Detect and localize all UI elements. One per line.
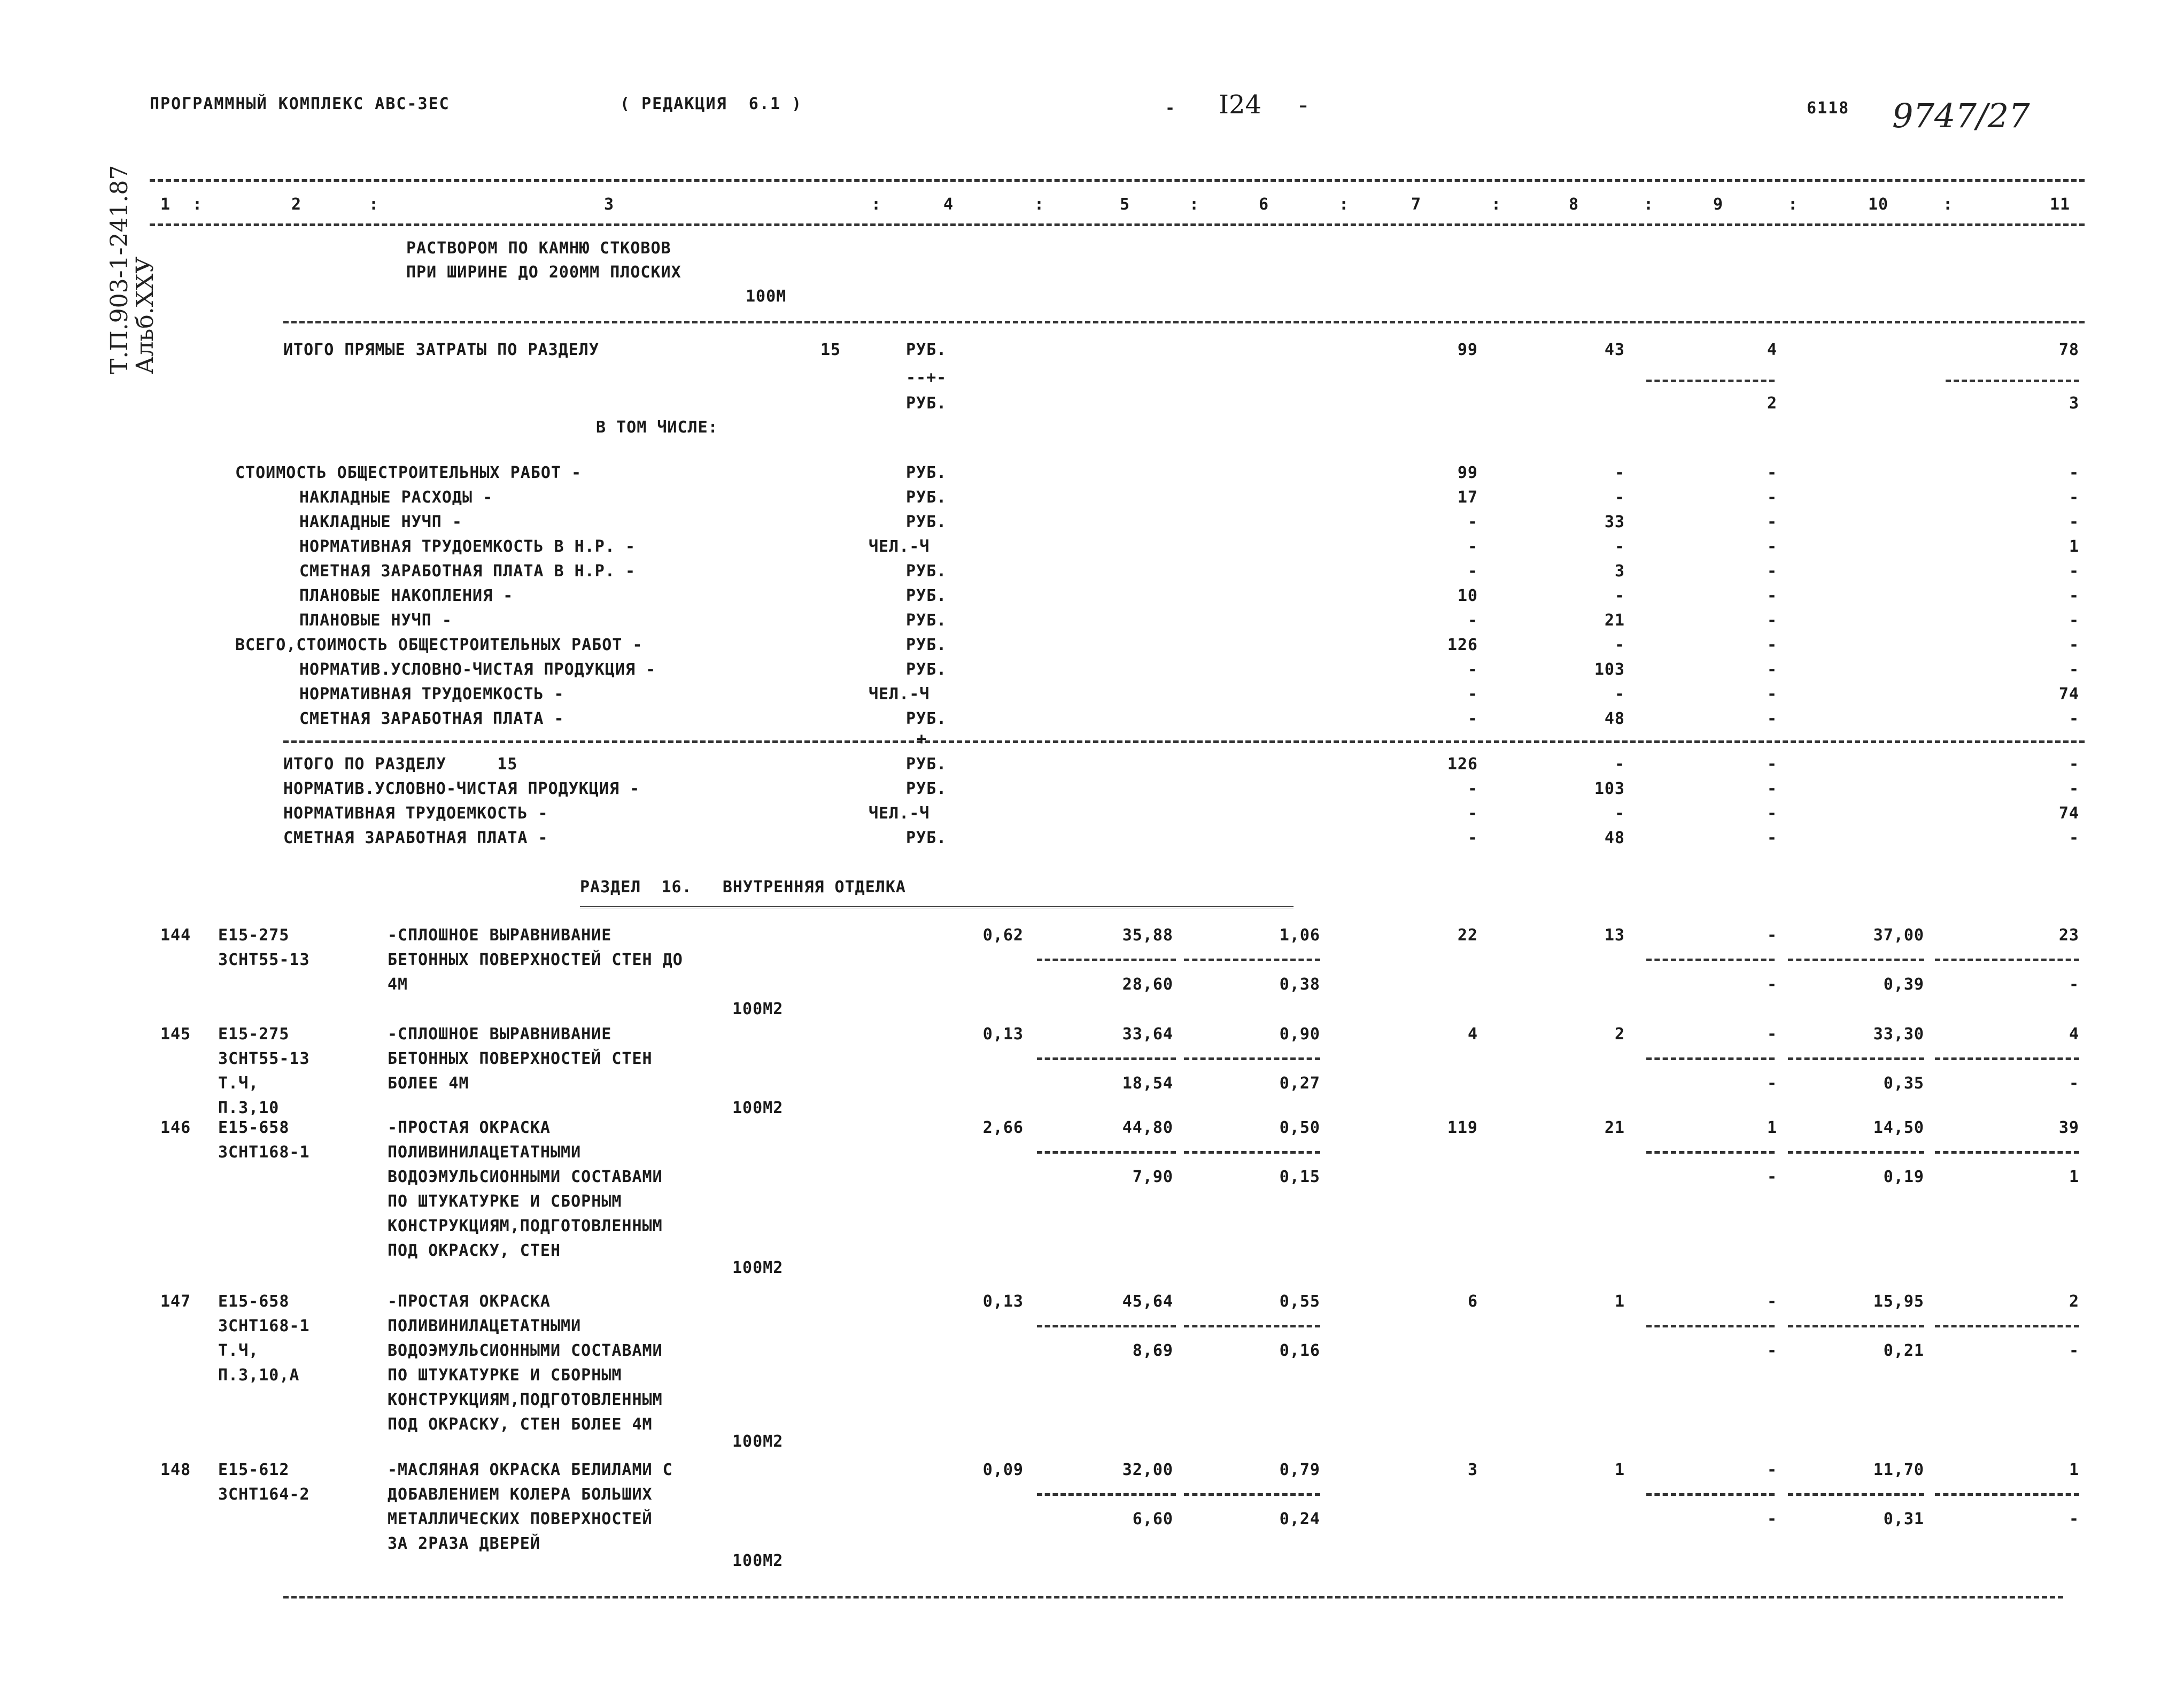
summary-row-c11: -	[2069, 611, 2079, 630]
item-description: ПОЛИВИНИЛАЦЕТАТНЫМИ	[388, 1143, 582, 1162]
column-number: :	[1644, 195, 1654, 214]
summary-row-c9: -	[1767, 636, 1777, 654]
item-c10b: 0,21	[1883, 1341, 1924, 1360]
column-number: 1	[160, 195, 171, 214]
summary-row-c8: -	[1614, 537, 1625, 556]
summary-row-c7: -	[1467, 611, 1478, 630]
summary-row-c11: -	[2069, 636, 2079, 654]
summary-row-c9: -	[1767, 660, 1777, 679]
item-c5b: 8,69	[1132, 1341, 1173, 1360]
item-code: ЗСНТ168-1	[218, 1143, 310, 1162]
summary-row-c7: -	[1467, 685, 1478, 704]
item-unit: 100М2	[732, 1099, 784, 1117]
item-description: БОЛЕЕ 4М	[388, 1074, 469, 1093]
direct-costs-c8: 43	[1604, 341, 1625, 359]
summary-row-unit: РУБ.	[906, 488, 947, 507]
summary-row-c11: -	[2069, 464, 2079, 482]
summary-row-c9: -	[1767, 513, 1777, 531]
direct-costs-section: 15	[820, 341, 841, 359]
section-total-c9: -	[1767, 804, 1777, 823]
item-c5: 32,00	[1122, 1461, 1173, 1479]
summary-row-label: ПЛАНОВЫЕ НУЧП -	[299, 611, 452, 630]
summary-row-label: НАКЛАДНЫЕ НУЧП -	[299, 513, 462, 531]
item-c10: 11,70	[1873, 1461, 1924, 1479]
section-total-c7: 126	[1447, 755, 1478, 774]
direct-costs-unit2: РУБ.	[906, 394, 947, 413]
item-description: КОНСТРУКЦИЯМ,ПОДГОТОВЛЕННЫМ	[388, 1391, 663, 1409]
column-number: 8	[1569, 195, 1579, 214]
summary-row-unit: РУБ.	[906, 709, 947, 728]
item-description: ЗА 2РАЗА ДВЕРЕЙ	[388, 1534, 540, 1553]
section-total-unit: ЧЕЛ.-Ч	[869, 804, 930, 823]
item-dash-c11	[1935, 1151, 2079, 1154]
item-code: ЗСНТ55-13	[218, 1049, 310, 1068]
item-code: Е15-275	[218, 1025, 290, 1044]
column-number: :	[1491, 195, 1502, 214]
item-code: Е15-275	[218, 926, 290, 945]
summary-row-c8: -	[1614, 488, 1625, 507]
item-c8: 2	[1614, 1025, 1625, 1044]
item-c9b: -	[1767, 1168, 1777, 1186]
dash-c9	[1646, 380, 1775, 382]
item-c9b: -	[1767, 1341, 1777, 1360]
item-c10b: 0,35	[1883, 1074, 1924, 1093]
item-description: -ПРОСТАЯ ОКРАСКА	[388, 1292, 551, 1311]
summary-row-c9: -	[1767, 611, 1777, 630]
summary-row-unit: РУБ.	[906, 513, 947, 531]
item-dash-c10	[1788, 959, 1924, 961]
item-c5: 44,80	[1122, 1118, 1173, 1137]
item-c6: 0,90	[1279, 1025, 1320, 1044]
item-c9b: -	[1767, 975, 1777, 994]
summary-row-c7: -	[1467, 537, 1478, 556]
section-total-unit: РУБ.	[906, 779, 947, 798]
item-dash-c11	[1935, 1325, 2079, 1327]
section-total-unit: РУБ.	[906, 829, 947, 847]
section-total-c9: -	[1767, 755, 1777, 774]
summary-row-c11: -	[2069, 562, 2079, 581]
item-c5: 45,64	[1122, 1292, 1173, 1311]
section-total-unit: РУБ.	[906, 755, 947, 774]
summary-row-c9: -	[1767, 562, 1777, 581]
dash-c11	[1946, 380, 2079, 382]
item-c6: 0,50	[1279, 1118, 1320, 1137]
header-rule-top	[150, 179, 2085, 182]
item-dash-c5	[1037, 1151, 1176, 1154]
item-dash-c9	[1646, 1151, 1775, 1154]
item-c10: 15,95	[1873, 1292, 1924, 1311]
item-c8: 1	[1614, 1461, 1625, 1479]
item-description: ВОДОЭМУЛЬСИОННЫМИ СОСТАВАМИ	[388, 1168, 663, 1186]
summary-row-label: НОРМАТИВ.УСЛОВНО-ЧИСТАЯ ПРОДУКЦИЯ -	[299, 660, 656, 679]
item-dash-c6	[1184, 1151, 1320, 1154]
summary-row-c11: -	[2069, 709, 2079, 728]
item-c5b: 7,90	[1132, 1168, 1173, 1186]
direct-costs-c9: 4	[1767, 341, 1777, 359]
item-dash-c10	[1788, 1325, 1924, 1327]
column-number: 7	[1411, 195, 1422, 214]
item-code: ЗСНТ168-1	[218, 1317, 310, 1335]
summary-row-c8: 21	[1604, 611, 1625, 630]
summary-row-c9: -	[1767, 464, 1777, 482]
item-c5b: 18,54	[1122, 1074, 1173, 1093]
item-c10: 14,50	[1873, 1118, 1924, 1137]
summary-row-c7: -	[1467, 562, 1478, 581]
summary-row-c11: -	[2069, 488, 2079, 507]
item-c9: 1	[1767, 1118, 1777, 1137]
edition-label: ( РЕДАКЦИЯ 6.1 )	[620, 95, 803, 113]
summary-row-c11: -	[2069, 513, 2079, 531]
direct-costs-c11: 78	[2058, 341, 2079, 359]
summary-row-c11: -	[2069, 660, 2079, 679]
section-total-c11: -	[2069, 779, 2079, 798]
section-total-label: НОРМАТИВ.УСЛОВНО-ЧИСТАЯ ПРОДУКЦИЯ -	[283, 779, 640, 798]
summary-row-c9: -	[1767, 685, 1777, 704]
item-c7: 6	[1467, 1292, 1478, 1311]
column-number: 9	[1713, 195, 1724, 214]
section-total-label: СМЕТНАЯ ЗАРАБОТНАЯ ПЛАТА -	[283, 829, 548, 847]
item-code: Т.Ч,	[218, 1341, 259, 1360]
item-number: 146	[160, 1118, 191, 1137]
item-code: ЗСНТ164-2	[218, 1485, 310, 1504]
column-number: 5	[1120, 195, 1130, 214]
item-unit: 100М2	[732, 1551, 784, 1570]
item-c6: 0,55	[1279, 1292, 1320, 1311]
direct-costs-c11b: 3	[2069, 394, 2079, 413]
item-number: 144	[160, 926, 191, 945]
item-number: 145	[160, 1025, 191, 1044]
section-total-sep: +	[917, 730, 927, 748]
column-number: :	[192, 195, 203, 214]
side-label-line2: Альб.XXУ	[131, 256, 159, 374]
item-dash-c9	[1646, 1325, 1775, 1327]
item-description: ПОД ОКРАСКУ, СТЕН	[388, 1241, 561, 1260]
sheet-code: 6118	[1807, 99, 1850, 118]
section-total-c7: -	[1467, 829, 1478, 847]
item-description: 4М	[388, 975, 408, 994]
item-description: ПОЛИВИНИЛАЦЕТАТНЫМИ	[388, 1317, 582, 1335]
summary-row-c9: -	[1767, 709, 1777, 728]
section-total-c8: 103	[1594, 779, 1625, 798]
item-c5b: 28,60	[1122, 975, 1173, 994]
item-c9: -	[1767, 1025, 1777, 1044]
column-number: 11	[2050, 195, 2071, 214]
side-label	[107, 165, 158, 374]
summary-row-c8: -	[1614, 636, 1625, 654]
section-total-c7: -	[1467, 804, 1478, 823]
item-c10b: 0,39	[1883, 975, 1924, 994]
item-dash-c10	[1788, 1151, 1924, 1154]
direct-costs-sep: --+-	[906, 368, 947, 387]
summary-row-c7: 17	[1457, 488, 1478, 507]
summary-row-c11: 1	[2069, 537, 2079, 556]
item-description: -СПЛОШНОЕ ВЫРАВНИВАНИЕ	[388, 1025, 612, 1044]
section-total-c7: -	[1467, 779, 1478, 798]
rule-bottom	[283, 1596, 2063, 1598]
item-dash-c10	[1788, 1493, 1924, 1496]
section-total-label: ИТОГО ПО РАЗДЕЛУ 15	[283, 755, 518, 774]
continuation-unit: 100М	[746, 287, 787, 306]
summary-row-unit: РУБ.	[906, 611, 947, 630]
item-c10: 33,30	[1873, 1025, 1924, 1044]
item-c5: 35,88	[1122, 926, 1173, 945]
page-number: I24	[1219, 90, 1262, 120]
summary-row-label: ПЛАНОВЫЕ НАКОПЛЕНИЯ -	[299, 586, 514, 605]
section-16-underline	[580, 906, 1294, 908]
item-c7: 119	[1447, 1118, 1478, 1137]
item-code: П.3,10	[218, 1099, 280, 1117]
summary-row-c7: 10	[1457, 586, 1478, 605]
item-code: Т.Ч,	[218, 1074, 259, 1093]
column-number: :	[1034, 195, 1045, 214]
item-c6b: 0,16	[1279, 1341, 1320, 1360]
item-c11: 4	[2069, 1025, 2079, 1044]
item-c10: 37,00	[1873, 926, 1924, 945]
item-code: Е15-658	[218, 1118, 290, 1137]
rule-direct-costs	[283, 321, 2085, 323]
item-unit: 100М2	[732, 1000, 784, 1018]
item-qty: 0,62	[982, 926, 1024, 945]
column-number: 2	[291, 195, 302, 214]
rule-section-total	[283, 740, 2085, 743]
summary-row-c7: 99	[1457, 464, 1478, 482]
item-c8: 1	[1614, 1292, 1625, 1311]
item-description: ДОБАВЛЕНИЕМ КОЛЕРА БОЛЬШИХ	[388, 1485, 653, 1504]
item-dash-c11	[1935, 1493, 2079, 1496]
item-c6: 0,79	[1279, 1461, 1320, 1479]
header-rule-bottom	[150, 223, 2085, 226]
item-dash-c6	[1184, 959, 1320, 961]
summary-row-label: СМЕТНАЯ ЗАРАБОТНАЯ ПЛАТА -	[299, 709, 564, 728]
summary-row-label: НОРМАТИВНАЯ ТРУДОЕМКОСТЬ -	[299, 685, 564, 704]
summary-row-c9: -	[1767, 537, 1777, 556]
item-number: 147	[160, 1292, 191, 1311]
summary-row-unit: ЧЕЛ.-Ч	[869, 537, 930, 556]
summary-row-c7: -	[1467, 709, 1478, 728]
item-c9: -	[1767, 1292, 1777, 1311]
handwritten-number: 9747/27	[1892, 96, 2030, 135]
item-number: 148	[160, 1461, 191, 1479]
section-total-c8: -	[1614, 804, 1625, 823]
item-c6b: 0,38	[1279, 975, 1320, 994]
item-dash-c9	[1646, 1057, 1775, 1060]
item-code: ЗСНТ55-13	[218, 951, 310, 969]
summary-row-unit: РУБ.	[906, 660, 947, 679]
section-total-c8: -	[1614, 755, 1625, 774]
item-description: МЕТАЛЛИЧЕСКИХ ПОВЕРХНОСТЕЙ	[388, 1510, 653, 1528]
item-c11b: -	[2069, 1074, 2079, 1093]
item-dash-c9	[1646, 959, 1775, 961]
item-c11: 1	[2069, 1461, 2079, 1479]
item-dash-c6	[1184, 1325, 1320, 1327]
section-total-c11: -	[2069, 829, 2079, 847]
item-dash-c5	[1037, 1325, 1176, 1327]
summary-row-label: НОРМАТИВНАЯ ТРУДОЕМКОСТЬ В Н.Р. -	[299, 537, 636, 556]
item-c7: 22	[1457, 926, 1478, 945]
summary-row-unit: РУБ.	[906, 464, 947, 482]
item-c11b: 1	[2069, 1168, 2079, 1186]
direct-costs-unit: РУБ.	[906, 341, 947, 359]
column-number: :	[871, 195, 882, 214]
item-c9b: -	[1767, 1074, 1777, 1093]
section-total-c9: -	[1767, 779, 1777, 798]
item-dash-c5	[1037, 1057, 1176, 1060]
item-c5b: 6,60	[1132, 1510, 1173, 1528]
direct-costs-c9b: 2	[1767, 394, 1777, 413]
including-label: В ТОМ ЧИСЛЕ:	[596, 418, 718, 437]
item-code: Е15-658	[218, 1292, 290, 1311]
page-suffix: -	[1299, 90, 1308, 120]
summary-row-label: НАКЛАДНЫЕ РАСХОДЫ -	[299, 488, 493, 507]
item-code: Е15-612	[218, 1461, 290, 1479]
item-c9b: -	[1767, 1510, 1777, 1528]
item-unit: 100М2	[732, 1258, 784, 1277]
item-c11: 39	[2058, 1118, 2079, 1137]
summary-row-c8: 103	[1594, 660, 1625, 679]
summary-row-unit: ЧЕЛ.-Ч	[869, 685, 930, 704]
item-dash-c6	[1184, 1057, 1320, 1060]
column-number: 3	[604, 195, 615, 214]
summary-row-c9: -	[1767, 586, 1777, 605]
item-c11b: -	[2069, 975, 2079, 994]
continuation-line: ПРИ ШИРИНЕ ДО 200ММ ПЛОСКИХ	[406, 263, 681, 282]
item-c7: 4	[1467, 1025, 1478, 1044]
summary-row-c9: -	[1767, 488, 1777, 507]
item-dash-c5	[1037, 959, 1176, 961]
summary-row-c7: -	[1467, 513, 1478, 531]
summary-row-label: СТОИМОСТЬ ОБЩЕСТРОИТЕЛЬНЫХ РАБОТ -	[235, 464, 582, 482]
item-c8: 21	[1604, 1118, 1625, 1137]
item-description: ВОДОЭМУЛЬСИОННЫМИ СОСТАВАМИ	[388, 1341, 663, 1360]
column-number: :	[1189, 195, 1200, 214]
item-c5: 33,64	[1122, 1025, 1173, 1044]
item-qty: 0,09	[982, 1461, 1024, 1479]
summary-row-c7: -	[1467, 660, 1478, 679]
item-qty: 0,13	[982, 1025, 1024, 1044]
item-c6b: 0,24	[1279, 1510, 1320, 1528]
page-prefix: -	[1165, 99, 1176, 118]
continuation-line: РАСТВОРОМ ПО КАМНЮ СТКОВОВ	[406, 239, 671, 258]
column-number: :	[1788, 195, 1799, 214]
side-label-line1: Т.П.903-1-241.87	[106, 165, 133, 374]
item-description: БЕТОННЫХ ПОВЕРХНОСТЕЙ СТЕН	[388, 1049, 653, 1068]
column-number: 4	[943, 195, 954, 214]
section-total-c11: -	[2069, 755, 2079, 774]
item-c11b: -	[2069, 1510, 2079, 1528]
item-description: ПОД ОКРАСКУ, СТЕН БОЛЕЕ 4М	[388, 1415, 653, 1434]
summary-row-c8: -	[1614, 685, 1625, 704]
item-description: -МАСЛЯНАЯ ОКРАСКА БЕЛИЛАМИ С	[388, 1461, 673, 1479]
summary-row-c8: 3	[1614, 562, 1625, 581]
item-c11: 2	[2069, 1292, 2079, 1311]
item-qty: 2,66	[982, 1118, 1024, 1137]
direct-costs-c7: 99	[1457, 341, 1478, 359]
item-unit: 100М2	[732, 1432, 784, 1451]
summary-row-c11: 74	[2058, 685, 2079, 704]
item-c8: 13	[1604, 926, 1625, 945]
item-dash-c10	[1788, 1057, 1924, 1060]
section-total-c11: 74	[2058, 804, 2079, 823]
item-dash-c6	[1184, 1493, 1320, 1496]
column-number: :	[1943, 195, 1954, 214]
item-description: -ПРОСТАЯ ОКРАСКА	[388, 1118, 551, 1137]
item-description: ПО ШТУКАТУРКЕ И СБОРНЫМ	[388, 1192, 622, 1211]
summary-row-label: ВСЕГО,СТОИМОСТЬ ОБЩЕСТРОИТЕЛЬНЫХ РАБОТ -	[235, 636, 643, 654]
item-c11b: -	[2069, 1341, 2079, 1360]
summary-row-c8: 48	[1604, 709, 1625, 728]
item-c6b: 0,15	[1279, 1168, 1320, 1186]
item-c6: 1,06	[1279, 926, 1320, 945]
section-total-c9: -	[1767, 829, 1777, 847]
item-dash-c9	[1646, 1493, 1775, 1496]
summary-row-c8: -	[1614, 586, 1625, 605]
section-16-title: РАЗДЕЛ 16. ВНУТРЕННЯЯ ОТДЕЛКА	[580, 878, 906, 897]
item-dash-c11	[1935, 1057, 2079, 1060]
column-number: 6	[1259, 195, 1269, 214]
summary-row-c7: 126	[1447, 636, 1478, 654]
summary-row-c8: 33	[1604, 513, 1625, 531]
item-dash-c5	[1037, 1493, 1176, 1496]
column-number: :	[369, 195, 380, 214]
item-description: КОНСТРУКЦИЯМ,ПОДГОТОВЛЕННЫМ	[388, 1217, 663, 1235]
item-c10b: 0,31	[1883, 1510, 1924, 1528]
direct-costs-label: ИТОГО ПРЯМЫЕ ЗАТРАТЫ ПО РАЗДЕЛУ	[283, 341, 599, 359]
item-code: П.3,10,А	[218, 1366, 300, 1385]
column-number: :	[1339, 195, 1350, 214]
item-c6b: 0,27	[1279, 1074, 1320, 1093]
item-description: ПО ШТУКАТУРКЕ И СБОРНЫМ	[388, 1366, 622, 1385]
column-number: 10	[1868, 195, 1889, 214]
item-c11: 23	[2058, 926, 2079, 945]
item-c7: 3	[1467, 1461, 1478, 1479]
section-total-c8: 48	[1604, 829, 1625, 847]
summary-row-c8: -	[1614, 464, 1625, 482]
section-total-label: НОРМАТИВНАЯ ТРУДОЕМКОСТЬ -	[283, 804, 548, 823]
summary-row-unit: РУБ.	[906, 562, 947, 581]
item-dash-c11	[1935, 959, 2079, 961]
item-c9: -	[1767, 1461, 1777, 1479]
summary-row-label: СМЕТНАЯ ЗАРАБОТНАЯ ПЛАТА В Н.Р. -	[299, 562, 636, 581]
item-qty: 0,13	[982, 1292, 1024, 1311]
program-title: ПРОГРАММНЫЙ КОМПЛЕКС АВС-ЗЕС	[150, 95, 450, 113]
summary-row-unit: РУБ.	[906, 586, 947, 605]
item-description: БЕТОННЫХ ПОВЕРХНОСТЕЙ СТЕН ДО	[388, 951, 683, 969]
summary-row-c11: -	[2069, 586, 2079, 605]
item-description: -СПЛОШНОЕ ВЫРАВНИВАНИЕ	[388, 926, 612, 945]
item-c10b: 0,19	[1883, 1168, 1924, 1186]
summary-row-unit: РУБ.	[906, 636, 947, 654]
item-c9: -	[1767, 926, 1777, 945]
